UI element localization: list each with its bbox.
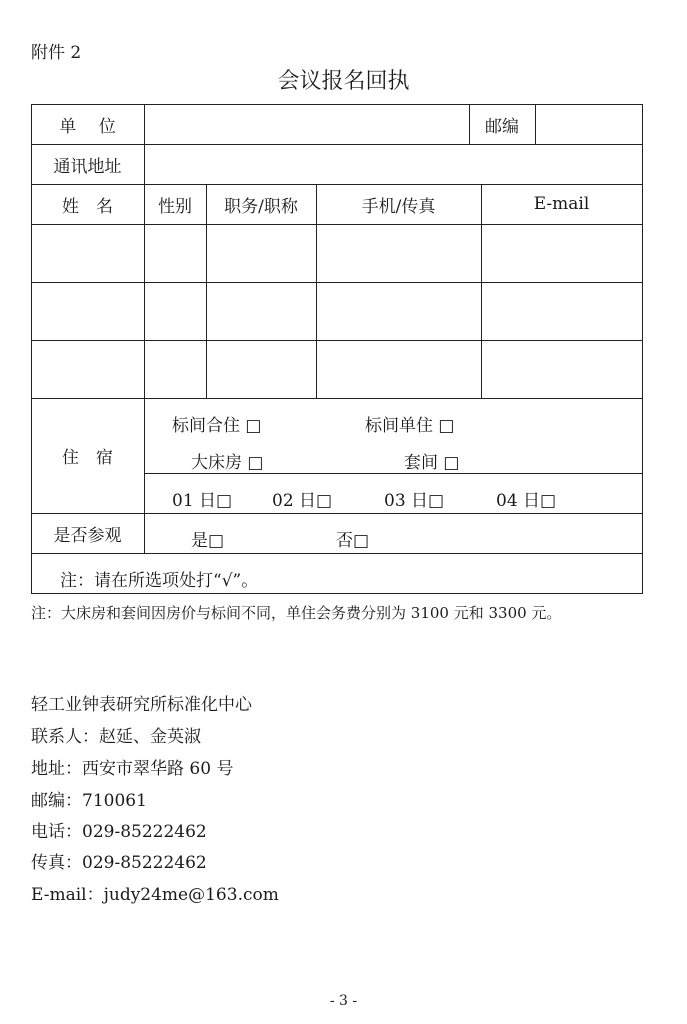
col-header-email: E-mail <box>533 194 590 214</box>
col-header-gender: 性别 <box>158 196 192 217</box>
contact-email: E-mail：judy24me@163.com <box>31 885 279 905</box>
page-number: - 3 - <box>329 993 358 1009</box>
visit-label: 是否参观 <box>53 525 122 546</box>
date-option-02[interactable]: 02 日□ <box>272 491 333 511</box>
table-border-right <box>642 104 643 594</box>
option-twin-single[interactable]: 标间单住 □ <box>365 416 455 436</box>
col-header-phone: 手机/传真 <box>361 196 436 217</box>
contact-address: 地址：西安市翠华路 60 号 <box>31 759 234 779</box>
row-divider <box>31 553 643 554</box>
check-instruction: 注：请在所选项处打“√”。 <box>60 571 259 591</box>
date-option-04[interactable]: 04 日□ <box>496 491 557 511</box>
unit-label: 单 位 <box>59 116 116 137</box>
attachment-label: 附件 2 <box>31 43 82 63</box>
postcode-label: 邮编 <box>485 116 519 137</box>
col-header-name: 姓 名 <box>62 196 113 217</box>
contact-organization: 轻工业钟表研究所标准化中心 <box>31 695 252 715</box>
visit-no-option[interactable]: 否□ <box>336 531 370 551</box>
option-king-room[interactable]: 大床房 □ <box>191 453 264 473</box>
unit-field[interactable] <box>145 105 469 144</box>
attendee-name-cell[interactable] <box>32 225 144 282</box>
table-border-bottom <box>31 593 643 594</box>
row-divider <box>144 473 643 474</box>
contact-fax: 传真：029-85222462 <box>31 853 207 873</box>
contact-postcode: 邮编：710061 <box>31 791 147 811</box>
address-label: 通讯地址 <box>53 156 122 177</box>
lodging-label: 住 宿 <box>62 448 113 468</box>
option-twin-shared[interactable]: 标间合住 □ <box>172 416 262 436</box>
price-footnote: 注：大床房和套间因房价与标间不同，单住会务费分别为 3100 元和 3300 元。 <box>31 604 562 622</box>
col-header-title: 职务/职称 <box>224 196 298 217</box>
visit-yes-option[interactable]: 是□ <box>191 531 225 551</box>
attendee-name-cell[interactable] <box>32 283 144 340</box>
page-title: 会议报名回执 <box>277 69 410 94</box>
date-option-01[interactable]: 01 日□ <box>172 491 233 511</box>
option-suite[interactable]: 套间 □ <box>404 453 460 473</box>
date-option-03[interactable]: 03 日□ <box>384 491 445 511</box>
postcode-field[interactable] <box>536 105 642 144</box>
contact-person: 联系人：赵延、金英淑 <box>31 727 201 747</box>
attendee-name-cell[interactable] <box>32 341 144 398</box>
contact-phone: 电话：029-85222462 <box>31 822 207 842</box>
address-field[interactable] <box>145 145 642 184</box>
